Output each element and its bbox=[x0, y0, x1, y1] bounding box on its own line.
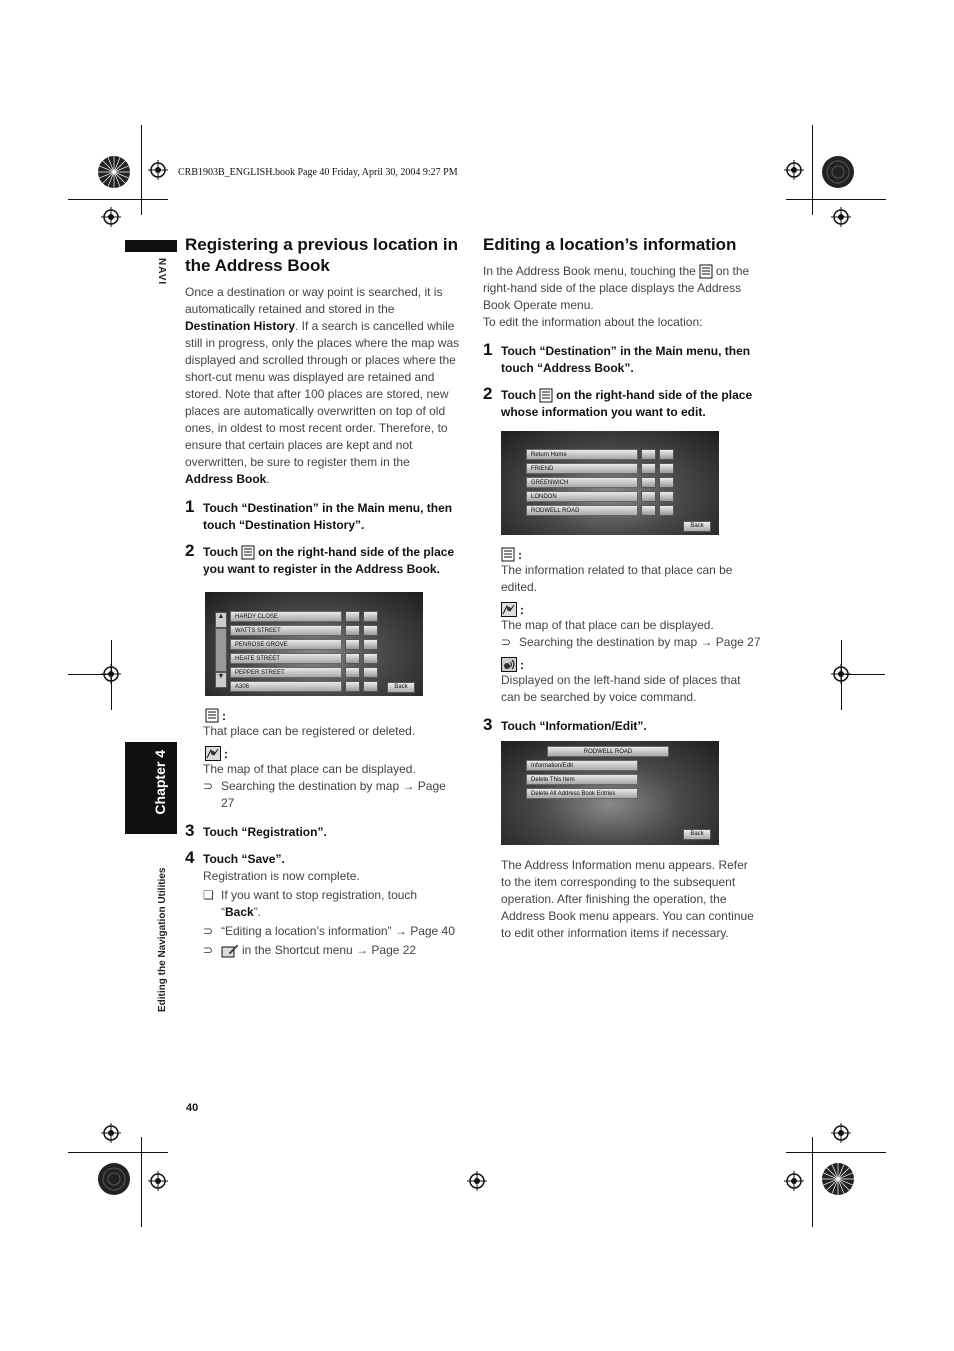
map-button[interactable] bbox=[363, 667, 378, 678]
intro-paragraph: In the Address Book menu, touching the on the right-hand side of the place displays the Address Book Operate menu. bbox=[483, 264, 750, 312]
step-text: Touch “Registration”. bbox=[203, 825, 327, 839]
map-note: The map of that place can be displayed. bbox=[203, 762, 416, 776]
registration-mark-icon bbox=[101, 207, 121, 227]
address-book-screen bbox=[501, 431, 719, 535]
info-note: The information related to that place can be edited. bbox=[501, 563, 733, 594]
info-list-button[interactable] bbox=[641, 449, 656, 460]
intro-paragraph: Once a destination or way point is searched, it is automatically retained and stored in the Destination History. If a search is cancelled while still in progress, only the places where the map was displayed and scrolled through or places where the short-cut menu was displayed are retained and stored. Note that after 100 places are stored, new places are automatically overwritten on top of old ones, in oldest to most recent order. Therefore, to ensure that certain places are kept and not overwritten, be sure to register them in the Address Book. bbox=[185, 285, 460, 486]
section-heading: Editing a location’s information bbox=[483, 235, 737, 254]
reference-bullet: ⊃ “Editing a location’s information” → Page 40 bbox=[203, 924, 455, 938]
section-label: Editing the Navigation Utilities bbox=[157, 867, 168, 1012]
registration-mark-icon bbox=[101, 664, 121, 684]
navi-bar bbox=[125, 240, 177, 252]
info-list-icon bbox=[501, 547, 515, 562]
registration-mark-icon bbox=[148, 1171, 168, 1191]
destination-history-screen bbox=[205, 592, 423, 696]
right-column bbox=[483, 234, 763, 942]
map-button[interactable] bbox=[363, 625, 378, 636]
registration-mark-icon bbox=[784, 1171, 804, 1191]
shortcut-edit-icon bbox=[221, 943, 239, 958]
map-icon bbox=[501, 602, 517, 617]
step-text: Touch “Destination” in the Main menu, then touch “Destination History”. bbox=[203, 501, 453, 532]
color-target-icon bbox=[821, 1162, 855, 1196]
info-list-icon bbox=[241, 545, 255, 560]
screen-list-row[interactable]: HARDY CLOSE bbox=[230, 611, 342, 622]
section-heading: Registering a previous location in the Address Book bbox=[185, 235, 458, 275]
screen-list-row[interactable]: A306 bbox=[230, 681, 342, 692]
back-button[interactable]: Back bbox=[387, 682, 415, 693]
color-target-icon bbox=[97, 155, 131, 189]
reference-bullet: ⊃ Searching the destination by map → Page 27 bbox=[203, 779, 446, 810]
back-button[interactable]: Back bbox=[683, 829, 711, 840]
map-button[interactable] bbox=[659, 491, 674, 502]
info-list-button[interactable] bbox=[345, 639, 360, 650]
step-4-note: Registration is now complete. bbox=[203, 869, 360, 883]
screen-list-row[interactable]: Information/Edit bbox=[526, 760, 638, 771]
map-button[interactable] bbox=[363, 653, 378, 664]
info-list-button[interactable] bbox=[345, 625, 360, 636]
screen-list-row[interactable]: Return Home bbox=[526, 449, 638, 460]
info-note: That place can be registered or deleted. bbox=[203, 724, 416, 738]
step-text: Touch “Information/Edit”. bbox=[501, 719, 647, 733]
left-column bbox=[185, 234, 460, 959]
screen-list-row[interactable]: FRIEND bbox=[526, 463, 638, 474]
screen-list-row[interactable]: Delete All Address Book Entries bbox=[526, 788, 638, 799]
map-button[interactable] bbox=[659, 449, 674, 460]
registration-mark-icon bbox=[831, 664, 851, 684]
step-2 bbox=[185, 541, 460, 578]
registration-mark-icon bbox=[784, 160, 804, 180]
map-note: The map of that place can be displayed. bbox=[501, 618, 714, 632]
step-1 bbox=[483, 340, 763, 377]
icon-note-info: : bbox=[501, 547, 763, 562]
step-3 bbox=[185, 821, 460, 841]
outro-paragraph: The Address Information menu appears. Refer to the item corresponding to the subsequent operation. After finishing the operation, the Address Book menu appears. You can continue to edit other information items if necessary. bbox=[501, 858, 754, 940]
step-text: Touch “Destination” in the Main menu, then touch “Address Book”. bbox=[501, 344, 751, 375]
icon-note-map: : bbox=[501, 602, 763, 617]
icon-note-map: : bbox=[205, 746, 460, 761]
screen-list-row[interactable]: RODWELL ROAD bbox=[526, 505, 638, 516]
info-list-button[interactable] bbox=[345, 667, 360, 678]
info-list-button[interactable] bbox=[345, 611, 360, 622]
scroll-down-button[interactable]: ▼ bbox=[215, 672, 227, 688]
step-2 bbox=[483, 384, 763, 421]
voice-note: Displayed on the left-hand side of places that can be searched by voice command. bbox=[501, 673, 741, 704]
screen-list-row[interactable]: Delete This Item bbox=[526, 774, 638, 785]
info-list-button[interactable] bbox=[641, 463, 656, 474]
note-bullet: ❏ If you want to stop registration, touch “Back”. bbox=[203, 888, 418, 919]
page-number: 40 bbox=[186, 1102, 199, 1114]
chapter-label: Chapter 4 bbox=[152, 750, 168, 815]
screen-list-row[interactable]: LONDON bbox=[526, 491, 638, 502]
scrollbar-track[interactable] bbox=[215, 628, 227, 672]
map-button[interactable] bbox=[659, 477, 674, 488]
step-4 bbox=[185, 848, 460, 868]
step-text: Touch on the right-hand side of the place whose information you want to edit. bbox=[501, 388, 753, 419]
info-list-button[interactable] bbox=[641, 505, 656, 516]
screen-title: RODWELL ROAD bbox=[547, 746, 669, 757]
map-icon bbox=[205, 746, 221, 761]
color-target-icon bbox=[97, 1162, 131, 1196]
registration-mark-icon bbox=[148, 160, 168, 180]
reference-bullet: ⊃ Searching the destination by map → Page 27 bbox=[501, 635, 761, 649]
info-list-button[interactable] bbox=[641, 477, 656, 488]
info-list-button[interactable] bbox=[641, 491, 656, 502]
map-button[interactable] bbox=[659, 505, 674, 516]
color-target-icon bbox=[821, 155, 855, 189]
info-list-icon bbox=[205, 708, 219, 723]
step-3 bbox=[483, 715, 763, 735]
step-number: 3 bbox=[483, 715, 493, 734]
map-button[interactable] bbox=[363, 639, 378, 650]
file-header: CRB1903B_ENGLISH.book Page 40 Friday, April 30, 2004 9:27 PM bbox=[178, 167, 458, 178]
map-button[interactable] bbox=[363, 681, 378, 692]
step-number: 1 bbox=[483, 340, 493, 359]
step-1 bbox=[185, 497, 460, 534]
screen-list-row[interactable]: HEATE STREET bbox=[230, 653, 342, 664]
icon-note-voice: : bbox=[501, 657, 763, 672]
registration-mark-icon bbox=[831, 207, 851, 227]
back-button[interactable]: Back bbox=[683, 521, 711, 532]
intro-paragraph: To edit the information about the location: bbox=[483, 315, 703, 329]
voice-command-icon bbox=[501, 657, 517, 672]
step-text: Touch on the right-hand side of the place you want to register in the Address Book. bbox=[203, 545, 455, 576]
step-text: Touch “Save”. bbox=[203, 852, 285, 866]
screen-list-row[interactable]: PEPPER STREET bbox=[230, 667, 342, 678]
step-number: 1 bbox=[185, 497, 195, 516]
screen-list-row[interactable]: GREENWICH bbox=[526, 477, 638, 488]
step-number: 2 bbox=[185, 541, 195, 560]
registration-mark-icon bbox=[831, 1123, 851, 1143]
screen-list-row[interactable]: WATTS STREET bbox=[230, 625, 342, 636]
registration-mark-icon bbox=[467, 1171, 487, 1191]
reference-bullet: ⊃ in the Shortcut menu → Page 22 bbox=[203, 943, 417, 957]
step-number: 2 bbox=[483, 384, 493, 403]
info-list-icon bbox=[539, 388, 553, 403]
address-operate-screen bbox=[501, 741, 719, 845]
step-number: 4 bbox=[185, 848, 195, 867]
info-list-icon bbox=[699, 264, 713, 279]
icon-note-info: : bbox=[205, 708, 460, 723]
scroll-up-button[interactable]: ▲ bbox=[215, 612, 227, 628]
map-button[interactable] bbox=[659, 463, 674, 474]
info-list-button[interactable] bbox=[345, 653, 360, 664]
chapter-tab bbox=[125, 742, 177, 834]
screen-list-row[interactable]: PENROSE GROVE bbox=[230, 639, 342, 650]
step-number: 3 bbox=[185, 821, 195, 840]
info-list-button[interactable] bbox=[345, 681, 360, 692]
map-button[interactable] bbox=[363, 611, 378, 622]
navi-label: NAVI bbox=[156, 258, 167, 286]
registration-mark-icon bbox=[101, 1123, 121, 1143]
